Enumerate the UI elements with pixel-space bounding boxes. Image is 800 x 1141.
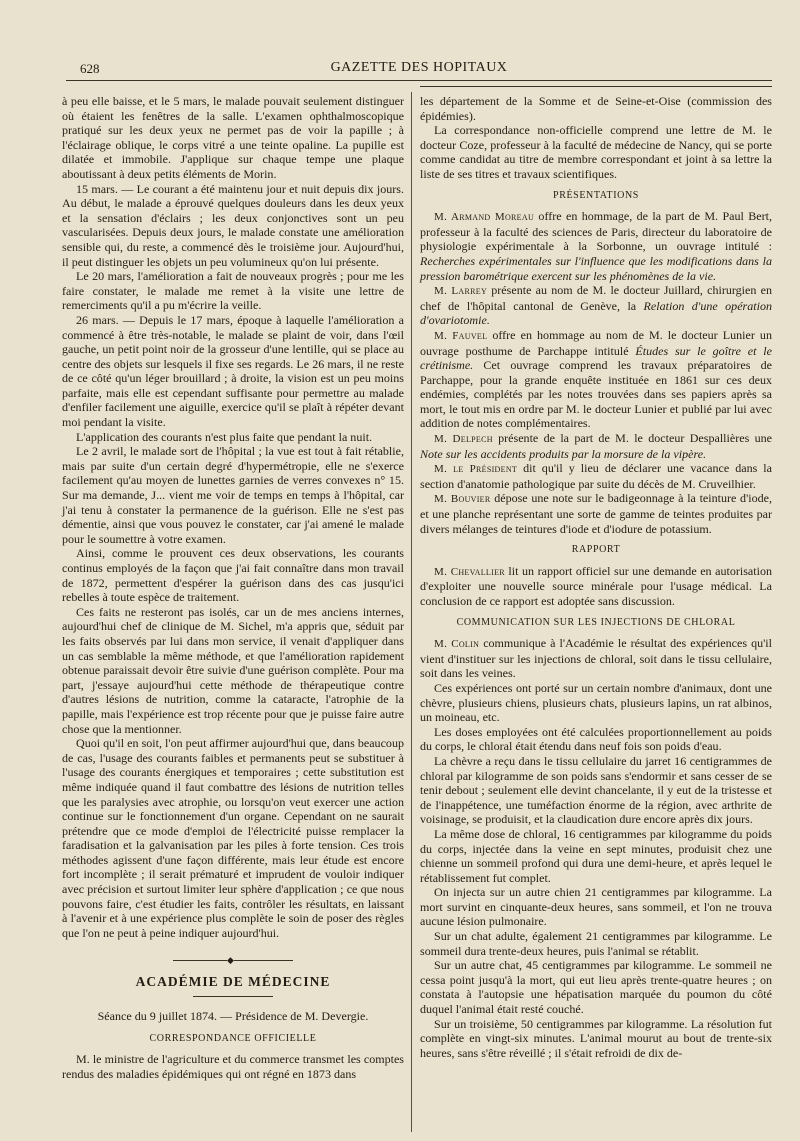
paragraph: La correspondance non-officielle comprend une lettre de M. le docteur Coze, professeur à la faculté de médecine de Nancy, qui se porte comme candidat au titre de membre correspondant et joint à sa lettre la liste de ses titres et travaux scientifiques. — [420, 123, 772, 181]
speaker-name: M. Bouvier — [434, 493, 491, 506]
presentation-paragraph: M. Larrey présente au nom de M. le docteur Juillard, chirurgien en chef de l'hôpital cantonal de Genève, la Relation d'une opération d'ovariotomie. — [420, 283, 773, 328]
seance-line: Séance du 9 juillet 1874. — Présidence de M. Devergie. — [97, 1009, 369, 1024]
heading-rapport: RAPPORT — [571, 544, 621, 556]
paragraph: Le 20 mars, l'amélioration a fait de nouveaux progrès ; pour me les faire constater, le malade me remet à la visite une lettre de remerciments qu'il a pu m'écrire la veille. — [62, 269, 404, 313]
paragraph: La même dose de chloral, 16 centigrammes par kilogramme du poids du corps, injectée dans la veine en sept minutes, produisit chez une chienne un sommeil profond qui dura une demi-heure, et après lequel le rétablissement fut complet. — [420, 826, 772, 885]
paragraph: Ces expériences ont porté sur un certain nombre d'animaux, dont une chèvre, plusieurs chiens, plusieurs chats, plusieurs lapins, un rat albinos, un moineau, etc. — [420, 680, 772, 725]
paragraph: 26 mars. — Depuis le 17 mars, époque à laquelle l'amélioration a commencé à être très-notable, le malade se plaint de voir, dans l'œil gauche, un petit point noir de la grosseur d'une lentille, qui se place au centre des objets sur lesquels il fixe ses regards. Le 26 mars, il ne reste de ce côté qu'un léger brouillard ; à droite, la vision est un peu moins parfaite, mais elle est cependant suffisante pour permettre au malade d'enfiler facilement une aiguille, exercice qu'il se plaît à répéter devant moi pendant la visite. — [62, 312, 404, 430]
paragraph: M. le ministre de l'agriculture et du commerce transmet les comptes rendus des maladies épidémiques qui ont régné en 1873 dans — [62, 1052, 404, 1081]
paragraph: Le 2 avril, le malade sort de l'hôpital ; la vue est tout à fait rétablie, mais par suite d'un certain degré d'hypermétropie, elle ne s'exerce facilement qu'au moyen de lunettes garnies de verres convexes n° 15. Sur ma demande, J... vient me voir de temps en temps à l'hôpital, car j'ai tenu à constater la permanence de la guérison. Elle ne s'est pas démentie, ainsi que vous pouvez le constater, car j'ai amené le malade pour le soumettre à votre examen. — [62, 444, 404, 546]
page-number: 628 — [80, 61, 100, 76]
paragraph: 15 mars. — Le courant a été maintenu jour et nuit depuis dix jours. Au début, le malade a éprouvé quelques douleurs dans les deux yeux et la sensation d'éclairs ; les deux conjonctives sont un peu vascularisées. Depuis deux jours, le malade constate une amélioration sensible qui, du reste, a commencé dès le troisième jour. Aujourd'hui, il peut distinguer les objets un peu volumineux qu'on lui présente. — [62, 181, 404, 269]
left-column — [62, 94, 404, 1081]
section-title-academie: ACADÉMIE DE MÉDECINE — [135, 974, 331, 990]
speaker-name: M. Larrey — [434, 285, 488, 298]
page-header — [66, 58, 772, 81]
paragraph: La chèvre a reçu dans le tissu cellulaire du jarret 16 centigrammes de chloral par kilogramme de son poids sans s'endormir et sans cesser de se tenir debout ; seulement elle devint chancelante, il y eut de la tristesse et de l'inappétence, une tuméfaction énorme de la région, avec arthrite de voisinage, se produisit, et la claudication dure encore après dix jours. — [420, 753, 772, 827]
running-title: GAZETTE DES HOPITAUX — [330, 60, 508, 75]
column-divider — [411, 92, 412, 1132]
heading-chloral: COMMUNICATION SUR LES INJECTIONS DE CHLORAL — [456, 616, 736, 628]
presentation-paragraph: M. Fauvel offre en hommage au nom de M. le docteur Lunier un ouvrage posthume de Parchappe intitulé Études sur le goître et le crétinisme. Cet ouvrage comprend les travaux préparatoires de Parchappe, pour la grande enquête instituée en 1861 sur ces deux endémies, complétés par les notes trouvées dans ses papiers après sa mort, le tout mis en ordre par M. le docteur Lunier et publié par lui avec addition de notes complémentaires. — [420, 327, 772, 431]
title-rule — [193, 996, 273, 997]
speaker-name: M. le Président — [434, 463, 518, 476]
presentation-paragraph: M. Armand Moreau offre en hommage, de la part de M. Paul Bert, professeur à la faculté des sciences de Paris, directeur du laboratoire de physiologie expérimentale à la Sorbonne, un ouvrage intitulé : Recherches expérimentales sur l'influence que les modifications dans la pression barométrique exercent sur les phénomènes de la vie. — [420, 209, 772, 283]
paragraph: Les doses employées ont été calculées proportionnellement au poids du corps, le chloral était étendu dans neuf fois son poids d'eau. — [420, 724, 772, 754]
right-column — [420, 94, 772, 1060]
heading-presentations: PRÉSENTATIONS — [553, 189, 639, 201]
paragraph: les département de la Somme et de Seine-et-Oise (commission des épidémies). — [420, 94, 772, 123]
speaker-name: M. Colin — [434, 638, 480, 651]
speaker-name: M. Chevallier — [434, 565, 505, 578]
section-separator — [173, 960, 293, 961]
paragraph: L'application des courants n'est plus faite que pendant la nuit. — [76, 429, 373, 444]
paragraph: On injecta sur un autre chien 21 centigrammes par kilogramme. La mort survint en cinquante-deux heures, sans sommeil, et l'on ne trouva aucune lésion pulmonaire. — [420, 885, 772, 929]
header-double-rule — [420, 86, 772, 87]
presentation-paragraph: M. le Président dit qu'il y lieu de déclarer une vacance dans la section d'anatomie pathologique par suite du décès de M. Cruveilhier. — [420, 461, 772, 491]
paragraph: Sur un autre chat, 45 centigrammes par kilogramme. Le sommeil ne cessa point jusqu'à la mort, qui eut lieu après trente-quatre heures ; on constata à l'autopsie une hépatisation marquée du poumon du côté duquel l'animal était resté couché. — [420, 958, 772, 1017]
rapport-paragraph: M. Chevallier lit un rapport officiel sur une demande en autorisation d'exploiter une nouvelle source minérale pour l'usage médical. La conclusion de ce rapport est adoptée sans discussion. — [420, 563, 772, 608]
speaker-name: M. Fauvel — [434, 329, 488, 342]
paragraph: Ces faits ne resteront pas isolés, car un de mes anciens internes, aujourd'hui chef de clinique de M. Sichel, m'a appris que, séduit par les faits observés par lui dans mon service, il venait d'appliquer dans un cas semblable la même méthode, et que l'amélioration rapidement obtenue paraissait devoir être suivie d'une guérison complète. Pour ma part, j'essaye aujourd'hui cette méthode de thérapeutique contre d'autres lésions de nutrition, comme la cataracte, l'atrophie de la papille, mais l'expérience est trop récente pour que je puisse faire autre chose que la mentionner. — [62, 604, 404, 736]
paragraph: Ainsi, comme le prouvent ces deux observations, les courants continus employés de la façon que j'ai fait connaître dans mon travail de 1872, permettent d'espérer la guérison dans des cas jusqu'ici rebelles à toute espèce de traitement. — [62, 546, 404, 605]
heading-correspondance: CORRESPONDANCE OFFICIELLE — [149, 1032, 317, 1044]
paragraph: à peu elle baisse, et le 5 mars, le malade pouvait seulement distinguer où étaient les fenêtres de la salle. L'examen ophthalmoscopique pratiqué sur les deux yeux ne permet pas de voir la papille ; à l'éclairage oblique, le corps vitré a une teinte opaline. La pupille est dilatée et immobile. J'applique sur chaque tempe une plaque aboutissant à deux petits éléments de Morin. — [62, 94, 404, 181]
paragraph: Sur un chat adulte, également 21 centigrammes par kilogramme. Le sommeil dura trente-deux heures, puis l'animal se rétablit. — [420, 929, 772, 958]
presentation-paragraph: M. Bouvier dépose une note sur le badigeonnage à la teinture d'iode, et une planche représentant une sorte de gamme de teintes produites par divers mélanges de teintures d'iode et d'iodure de potassium. — [420, 491, 772, 536]
speaker-name: M. Delpech — [434, 433, 493, 446]
paragraph: Quoi qu'il en soit, l'on peut affirmer aujourd'hui que, dans beaucoup de cas, l'usage des courants faibles et permanents peut se substituer à l'usage des courants énergiques et temporaires ; cette substitution est même indiquée quand il faut combattre des lésions de nutrition telles que les paralysies avec atrophie, ou lorsqu'on veut exercer une action continue sur le fonctionnement d'un organe. Cependant on ne saurait prétendre que ce mode d'emploi de l'électricité puisse remplacer la faradisation et la galvanisation par les piles à forte tension. Ces trois méthodes agissent d'une façon différente, mais leur étude est encore fort incomplète ; il serait prématuré et imprudent de vouloir indiquer avec précision et surtout limiter leur sphère d'application ; ce que nous pouvons faire, c'est étudier les faits, contrôler les résultats, en laissant à l'avenir et à une expérience plus complète le soin de poser des règles que l'on ne peut à peine indiquer aujourd'hui. — [62, 736, 404, 940]
presentation-paragraph: M. Delpech présente de la part de M. le docteur Despallières une Note sur les accidents produits par la morsure de la vipère. — [420, 431, 772, 461]
chloral-paragraph: M. Colin communique à l'Académie le résultat des expériences qu'il vient d'instituer sur les injections de chloral, soit dans le tissu cellulaire, soit dans les veines. — [420, 636, 772, 681]
paragraph: Sur un troisième, 50 centigrammes par kilogramme. La résolution fut complète en vingt-six minutes. L'animal mourut au bout de trente-six heures, sans s'être réveillé ; il s'était refroidi de dix de- — [420, 1016, 772, 1060]
speaker-name: M. Armand Moreau — [434, 211, 535, 224]
